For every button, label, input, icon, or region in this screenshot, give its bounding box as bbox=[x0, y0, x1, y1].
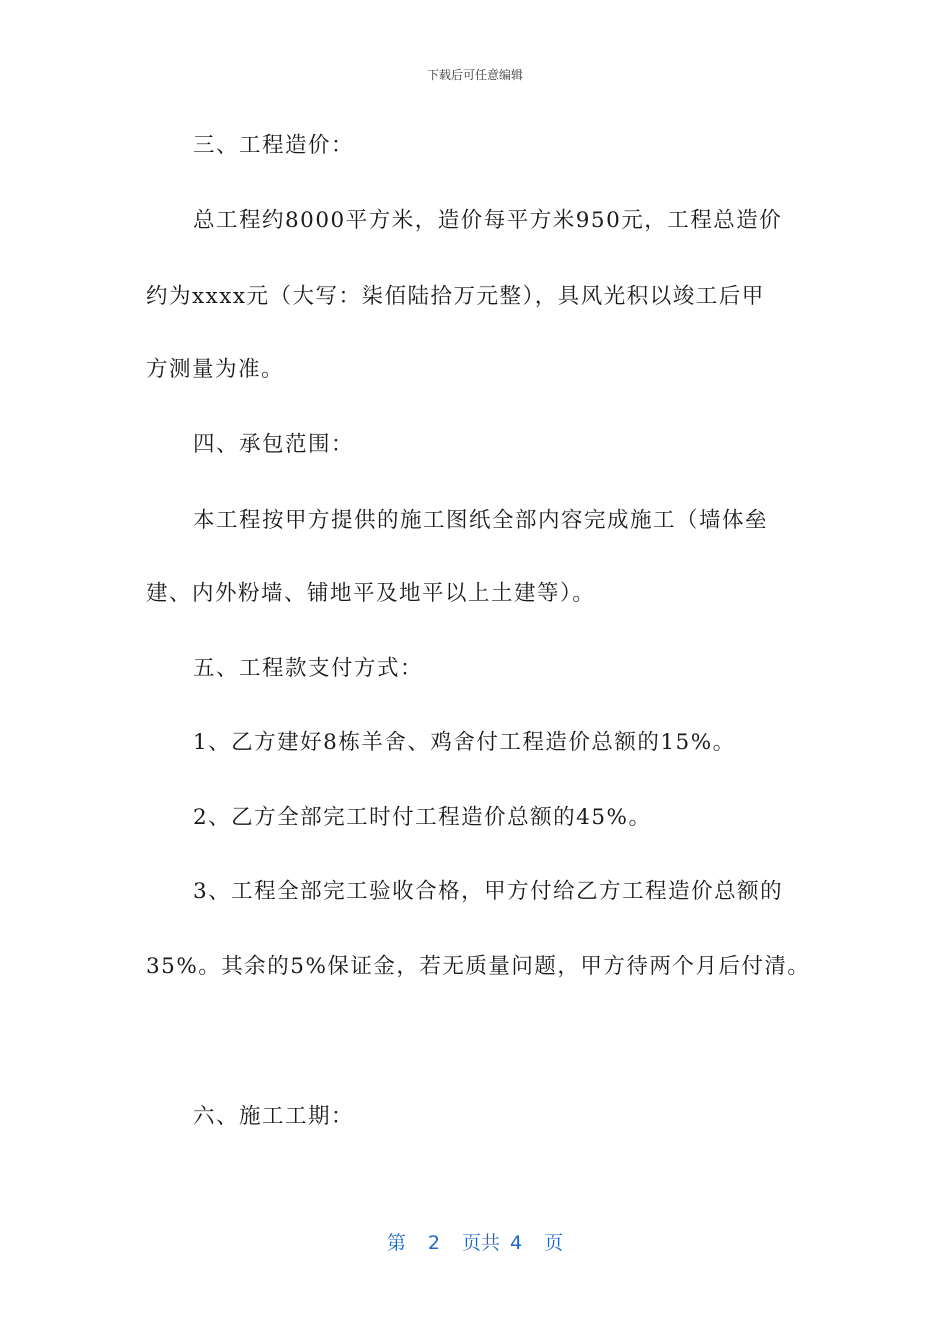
list-item: 2、乙方全部完工时付工程造价总额的45%。 bbox=[193, 805, 652, 830]
header-note: 下载后可任意编辑 bbox=[426, 68, 523, 82]
paragraph-line: 35%。其余的5%保证金，若无质量问题，甲方待两个月后付清。 bbox=[146, 954, 811, 979]
paragraph-line: 建、内外粉墙、铺地平及地平以上土建等）。 bbox=[146, 581, 596, 606]
page-label-prefix: 第 bbox=[386, 1232, 406, 1254]
paragraph-line: 总工程约8000平方米，造价每平方米950元，工程总造价 bbox=[193, 208, 783, 233]
section-heading-scope: 四、承包范围： bbox=[193, 432, 355, 457]
list-item: 3、工程全部完工验收合格，甲方付给乙方工程造价总额的 bbox=[193, 879, 784, 904]
paragraph-line: 本工程按甲方提供的施工图纸全部内容完成施工（墙体垒 bbox=[193, 508, 769, 533]
section-heading-schedule: 六、施工工期： bbox=[193, 1104, 355, 1129]
section-heading-payment: 五、工程款支付方式： bbox=[193, 656, 424, 681]
page-label-suffix: 页 bbox=[544, 1232, 564, 1254]
current-page-number: 2 bbox=[427, 1232, 440, 1254]
paragraph-line: 方测量为准。 bbox=[146, 357, 285, 382]
total-pages-number: 4 bbox=[510, 1232, 523, 1254]
section-heading-cost: 三、工程造价： bbox=[193, 133, 355, 158]
page-footer bbox=[0, 1228, 950, 1255]
page-label-mid: 页共 bbox=[461, 1232, 500, 1254]
list-item: 1、乙方建好8栋羊舍、鸡舍付工程造价总额的15%。 bbox=[193, 730, 736, 755]
paragraph-line: 约为xxxx元（大写：柒佰陆拾万元整），具风光积以竣工后甲 bbox=[146, 284, 765, 309]
